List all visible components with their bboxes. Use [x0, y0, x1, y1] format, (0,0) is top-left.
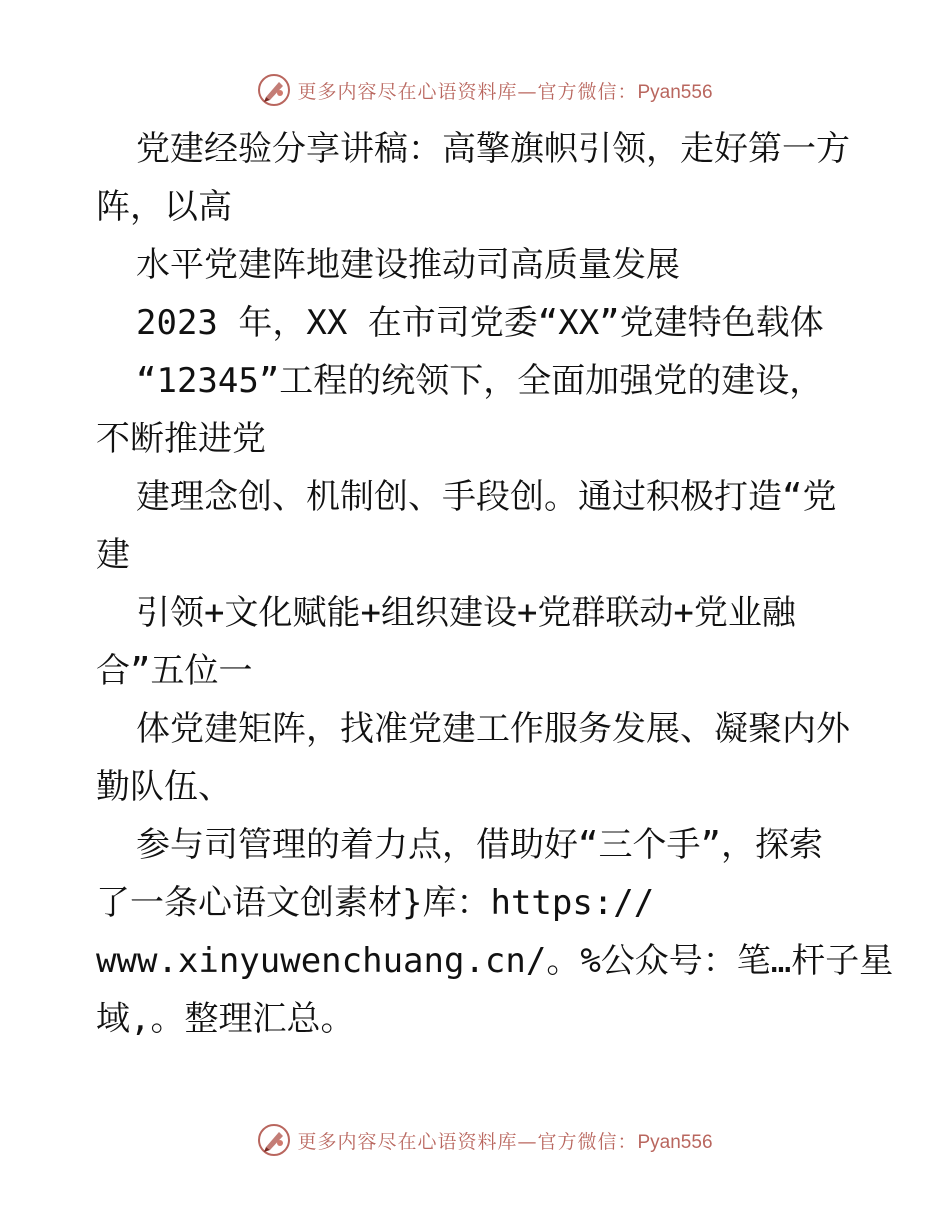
text-line: 建理念创、机制创、手段创。通过积极打造“党 — [136, 477, 837, 517]
document-body — [96, 120, 894, 1048]
text-line: 阵，以高 — [96, 187, 232, 227]
watermark-banner-bottom — [0, 1120, 950, 1160]
text-line: 不断推进党 — [96, 419, 266, 459]
watermark-wechat-label: 官方微信： — [537, 1130, 638, 1153]
watermark-wechat-handle: Pyan556 — [637, 1131, 713, 1153]
text-line: “12345”工程的统领下，全面加强党的建设， — [136, 361, 824, 401]
text-line: 党建经验分享讲稿：高擎旗帜引领，走好第一方 — [136, 129, 850, 169]
watermark-dash: — — [517, 1130, 538, 1153]
text-line: 体党建矩阵，找准党建工作服务发展、凝聚内外 — [136, 709, 850, 749]
watermark-wechat-label: 官方微信： — [537, 80, 638, 103]
pen-logo-icon — [257, 73, 291, 107]
pen-logo-icon — [257, 1123, 291, 1157]
text-line: www.xinyuwenchuang.cn/。%公众号：笔…杆子星 — [96, 941, 894, 981]
watermark-dash: — — [517, 80, 538, 103]
watermark-banner-top — [0, 70, 950, 110]
watermark-site-text: 更多内容尽在心语资料库 — [297, 80, 518, 103]
text-line: 建 — [96, 535, 130, 575]
watermark-wechat-handle: Pyan556 — [637, 81, 713, 103]
text-line: 参与司管理的着力点，借助好“三个手”，探索 — [136, 825, 823, 865]
text-line: 引领+文化赋能+组织建设+党群联动+党业融 — [136, 593, 796, 633]
text-line: 了一条心语文创素材}库：https:// — [96, 883, 655, 923]
text-line: 水平党建阵地建设推动司高质量发展 — [136, 245, 680, 285]
text-line: 合”五位一 — [96, 651, 253, 691]
text-line: 域,。整理汇总。 — [96, 999, 355, 1039]
text-line: 2023 年，XX 在市司党委“XX”党建特色载体 — [136, 303, 824, 343]
watermark-site-text: 更多内容尽在心语资料库 — [297, 1130, 518, 1153]
text-line: 勤队伍、 — [96, 767, 232, 807]
